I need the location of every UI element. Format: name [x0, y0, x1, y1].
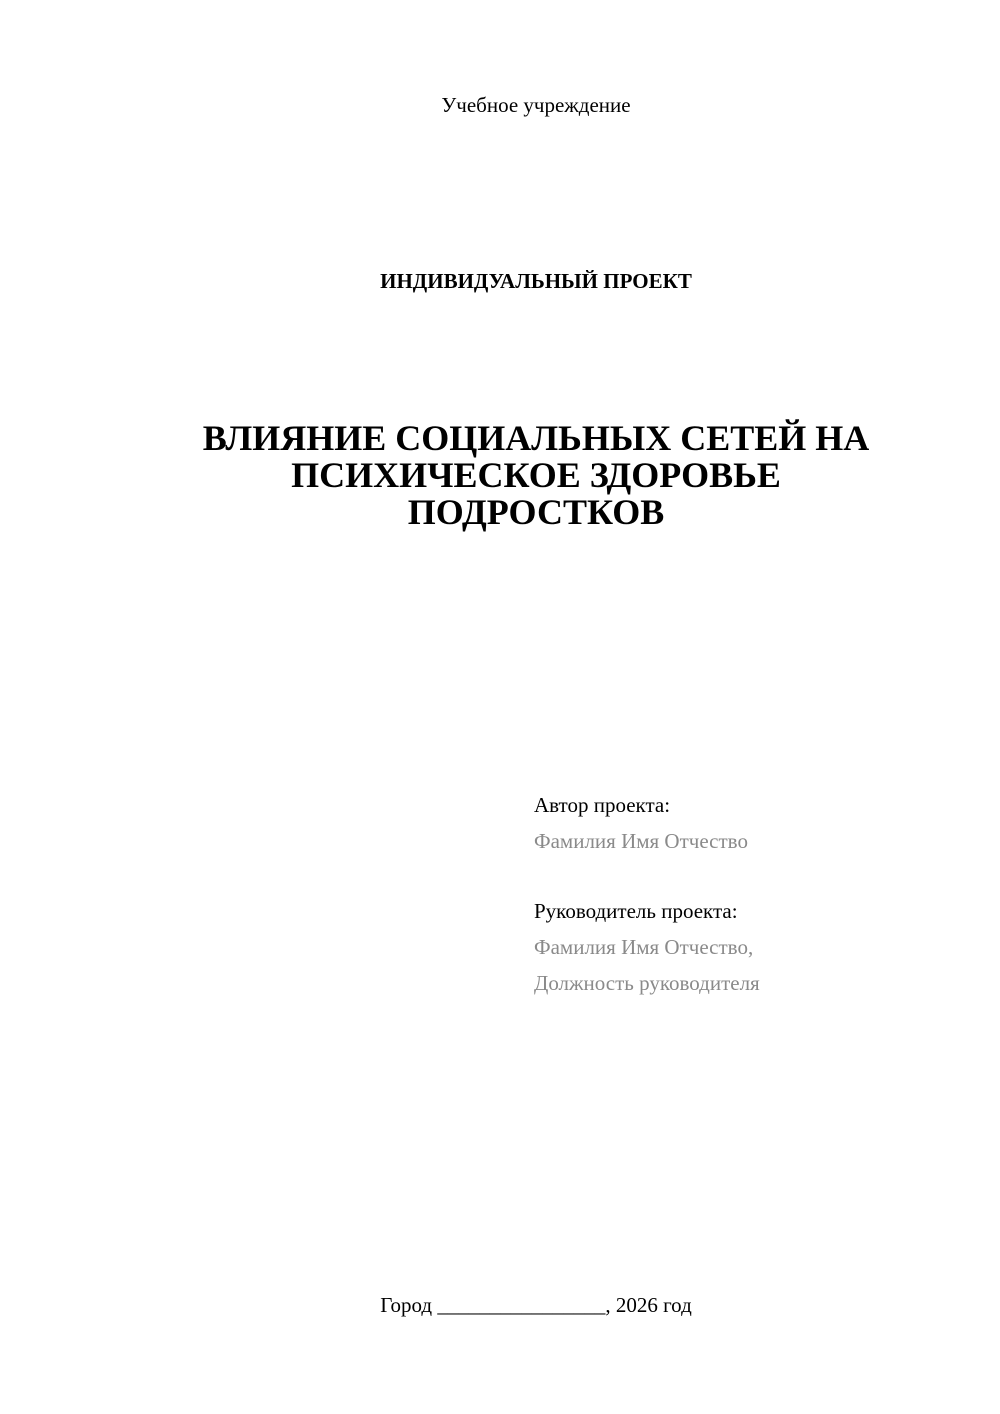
author-label: Автор проекта: — [534, 793, 671, 817]
institution-name: Учебное учреждение — [441, 93, 631, 117]
city-year-footer: Город ________________, 2026 год — [380, 1293, 692, 1317]
project-type-heading: ИНДИВИДУАЛЬНЫЙ ПРОЕКТ — [380, 269, 692, 293]
project-people-block — [534, 787, 974, 1001]
supervisor-label: Руководитель проекта: — [534, 899, 738, 923]
project-title — [150, 420, 922, 531]
supervisor-name: Фамилия Имя Отчество, — [534, 935, 754, 959]
project-title-line: ПСИХИЧЕСКОЕ ЗДОРОВЬЕ — [291, 455, 781, 495]
project-title-line: ПОДРОСТКОВ — [407, 492, 665, 532]
supervisor-position: Должность руководителя — [534, 971, 760, 995]
author-name: Фамилия Имя Отчество — [534, 829, 748, 853]
spacer — [534, 859, 974, 893]
project-title-line: ВЛИЯНИЕ СОЦИАЛЬНЫХ СЕТЕЙ НА — [202, 418, 870, 458]
